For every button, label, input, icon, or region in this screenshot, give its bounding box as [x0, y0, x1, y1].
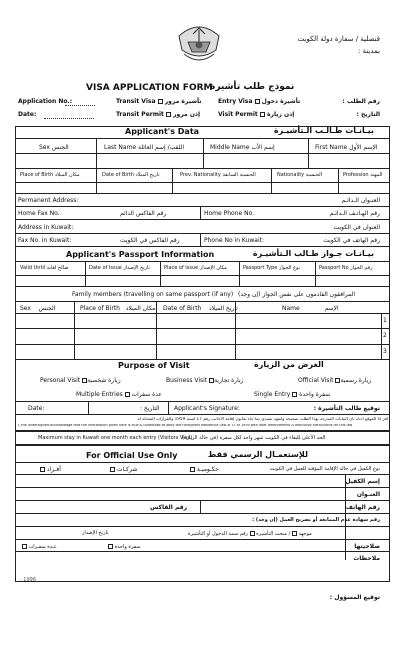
- sponsor-phone-label-ar: رقم الهاتف: [345, 504, 380, 511]
- consulate-label: قنصلية / سفارة دولة الكويت: [297, 35, 380, 43]
- transit-visa-option[interactable]: Transit Visa تأشيرة مرور: [116, 98, 202, 105]
- date-of-birth-label: Date of Birth تاريخ الميلاد: [102, 172, 160, 178]
- family-place-header: Place of Birth مكان الميلاد: [80, 305, 156, 312]
- visit-permit-option[interactable]: Visit Permit إذن زيارة: [218, 111, 295, 118]
- address-kuwait-label: Address in Kuwait:: [18, 224, 74, 231]
- purpose-date-label: Date:: [28, 405, 45, 412]
- sponsor-address-label-ar: العنـوان: [356, 491, 380, 498]
- individuals-checkbox[interactable]: [40, 467, 45, 472]
- last-name-label: Last Name اللقب/ إسم العائلة: [104, 144, 185, 151]
- phone-kuwait-label: Phone No in Kuwait:: [204, 237, 264, 244]
- home-phone-label-ar: رقم الهـاتـف الـدائـم: [329, 210, 380, 217]
- official-use-title: For Official Use Only: [86, 451, 178, 460]
- purpose-title: Purpose of Visit: [118, 361, 190, 370]
- sex-label: Sex الجنس: [39, 144, 69, 151]
- validity-label-ar: صلاحيتها: [354, 543, 380, 550]
- official-use-title-ar: للإستعمـال الرسمي فقط: [208, 450, 308, 459]
- entry-visa-option[interactable]: Entry Visa تأشيرة دخول: [218, 98, 301, 105]
- family-row-1: 1: [383, 317, 387, 324]
- signature-label-ar: توقيع طالب التأشيرة :: [313, 405, 380, 412]
- companies-option[interactable]: شركـات: [110, 467, 137, 473]
- family-dob-header: Date of Birth تاريخ الميلاد: [163, 305, 238, 312]
- application-no-label: Application No.:: [18, 98, 73, 105]
- valid-until-label: Valid Until صالح لغاية: [20, 265, 69, 271]
- work-permit-label-ar: رقم شهادة عدم الممانعة أو تصريح العمل (إن وجد) :: [252, 517, 380, 523]
- permanent-address-label-ar: العنـوان الـدائـم: [341, 197, 380, 204]
- purpose-title-ar: الغرض من الزيارة: [254, 360, 324, 369]
- fax-kuwait-label: Fax No. in Kuwait:: [18, 237, 72, 244]
- single-entry-official-option[interactable]: سفرة واحدة: [108, 544, 140, 550]
- transit-visa-checkbox[interactable]: [158, 99, 163, 104]
- family-sex-header: Sex الجنس: [20, 305, 56, 312]
- kuwait-crest-icon: [176, 14, 222, 66]
- issue-date-label-ar: تاريخ الإصدار: [82, 530, 109, 536]
- prev-nationality-label: Prev. Nationality الجنسية السابقة: [180, 172, 256, 178]
- profession-label: Profession المهنة: [343, 172, 383, 178]
- sponsor-fax-label-ar: رقم الفاكس: [150, 504, 188, 511]
- form-title-ar: نموذج طلب تأشيرة: [210, 82, 295, 92]
- form-title: VISA APPLICATION FORM: [86, 83, 213, 93]
- place-of-issue-label: Place of Issue مكان الإصدار: [164, 265, 227, 271]
- family-members-title: Family members (travelling on same passport (if any): [72, 291, 234, 298]
- multiple-official-checkbox[interactable]: [22, 544, 27, 549]
- family-row-2: 2: [383, 332, 387, 339]
- city-label: بمدينة :: [357, 47, 380, 55]
- nationality-label: Nationality الجنسية: [277, 172, 323, 178]
- official-visit-option[interactable]: Official Visit زيارة رسمية: [298, 377, 372, 384]
- home-fax-label: Home Fax No.: [18, 210, 60, 217]
- date-label: Date:: [18, 111, 37, 118]
- approved-checkbox[interactable]: [292, 531, 297, 536]
- government-checkbox[interactable]: [190, 467, 195, 472]
- purpose-date-label-ar: التاريخ :: [140, 405, 160, 412]
- personal-visit-option[interactable]: Personal Visit زيارة شخصية: [40, 377, 121, 384]
- address-kuwait-label-ar: العنوان في الكويت: [333, 224, 380, 231]
- official-signature-label-ar: توقيع المسؤول :: [329, 594, 380, 601]
- fax-kuwait-label-ar: رقم الفاكس في الكويت: [120, 237, 180, 244]
- visa-granted-row: رقم سمة الدخول أو التأشيرة منحت التأشيرة / موجهة: [188, 531, 312, 537]
- individuals-option[interactable]: أفـراد: [40, 467, 61, 473]
- declaration-ar: أقر أنا الموقع أدناه بأن البيانات المدرجة بهذا الطلب صحيحة وأتعهد بتقيدي بما جاء بقانون إقامة الأجانب رقم 17 لسنة 1959 والقرارات المعدلة له: [137, 417, 388, 421]
- max-stay-text-ar: الحد الأعلى للبقاء في الكويت شهر واحد لكل سفرة (في حالة الزيارة): [182, 435, 326, 441]
- single-entry-checkbox[interactable]: [292, 392, 297, 397]
- applicant-data-title-ar: بيـانـات طـالـب الـتأشيـرة: [273, 126, 374, 135]
- notes-label-ar: ملاحظات: [353, 555, 380, 562]
- transit-permit-checkbox[interactable]: [166, 112, 171, 117]
- multiple-official-option[interactable]: عـدة سفـرات: [22, 544, 57, 550]
- transit-permit-option[interactable]: Transit Permit إذن مرور: [116, 111, 201, 118]
- entry-visa-checkbox[interactable]: [255, 99, 260, 104]
- sponsor-name-label-ar: إسم الكفيل: [345, 478, 380, 485]
- home-fax-label-ar: رقم الفاكس الدائم: [120, 210, 167, 217]
- phone-kuwait-label-ar: رقم الهاتف في الكويت: [323, 237, 380, 244]
- passport-type-label: Passport Type نوع الجواز: [243, 265, 301, 271]
- date-label-ar: التاريخ :: [356, 111, 380, 118]
- business-visit-option[interactable]: Business Visit زيارة تجارية: [166, 377, 244, 384]
- declaration-en: I, the undersigned acknowledge that the information given here is true & undertake to obey the Foreigners Residence Law # 17 of 1959 with later amendments & executive instructions for this law: [18, 424, 353, 427]
- date-of-issue-label: Date of Issue تاريخ الإصدار: [89, 265, 150, 271]
- single-entry-option[interactable]: Single Entry سفرة واحدة: [254, 391, 331, 398]
- visit-permit-checkbox[interactable]: [260, 112, 265, 117]
- multiple-entries-checkbox[interactable]: [125, 392, 130, 397]
- granted-checkbox[interactable]: [250, 531, 255, 536]
- applicant-data-title: Applicant's Data: [125, 127, 200, 136]
- family-name-header: Name الإسم: [282, 305, 339, 312]
- first-name-label: First Name الإسم الأول: [315, 144, 378, 151]
- application-no-label-ar: رقم الطلب :: [342, 98, 380, 105]
- max-stay-text: Maximum stay in Kuwait one month each entry (Visitors Visa): [38, 435, 193, 441]
- sponsor-type-label-ar: نوع الكفيل في حالة الإقامة المؤقتة للعمل في الكويت: [269, 466, 380, 472]
- multiple-entries-option[interactable]: Multiple Entries عدة سفرات: [76, 391, 162, 398]
- home-phone-label: Home Phone No.: [204, 210, 255, 217]
- passport-info-title: Applicant's Passport Information: [66, 250, 215, 259]
- passport-no-label: Passport No رقم الجواز: [319, 265, 373, 271]
- middle-name-label: Middle Name إسم الأب: [210, 144, 275, 151]
- signature-label: Applicant's Signature:: [174, 405, 240, 412]
- single-entry-official-checkbox[interactable]: [108, 544, 113, 549]
- permanent-address-label: Permanent Address:: [18, 197, 79, 204]
- family-members-title-ar: المرافقون القادمون على نفس الجواز (إن وجد): [238, 291, 356, 298]
- footer-year: : 1996: [20, 577, 36, 583]
- place-of-birth-label: Place of Birth مكان الميلاد: [20, 172, 80, 178]
- companies-checkbox[interactable]: [110, 467, 115, 472]
- passport-info-title-ar: بيـانـات جـواز طـالب الـتأشيـرة: [252, 249, 374, 258]
- family-row-3: 3: [383, 348, 387, 355]
- government-option[interactable]: حكـوميـة: [190, 467, 219, 473]
